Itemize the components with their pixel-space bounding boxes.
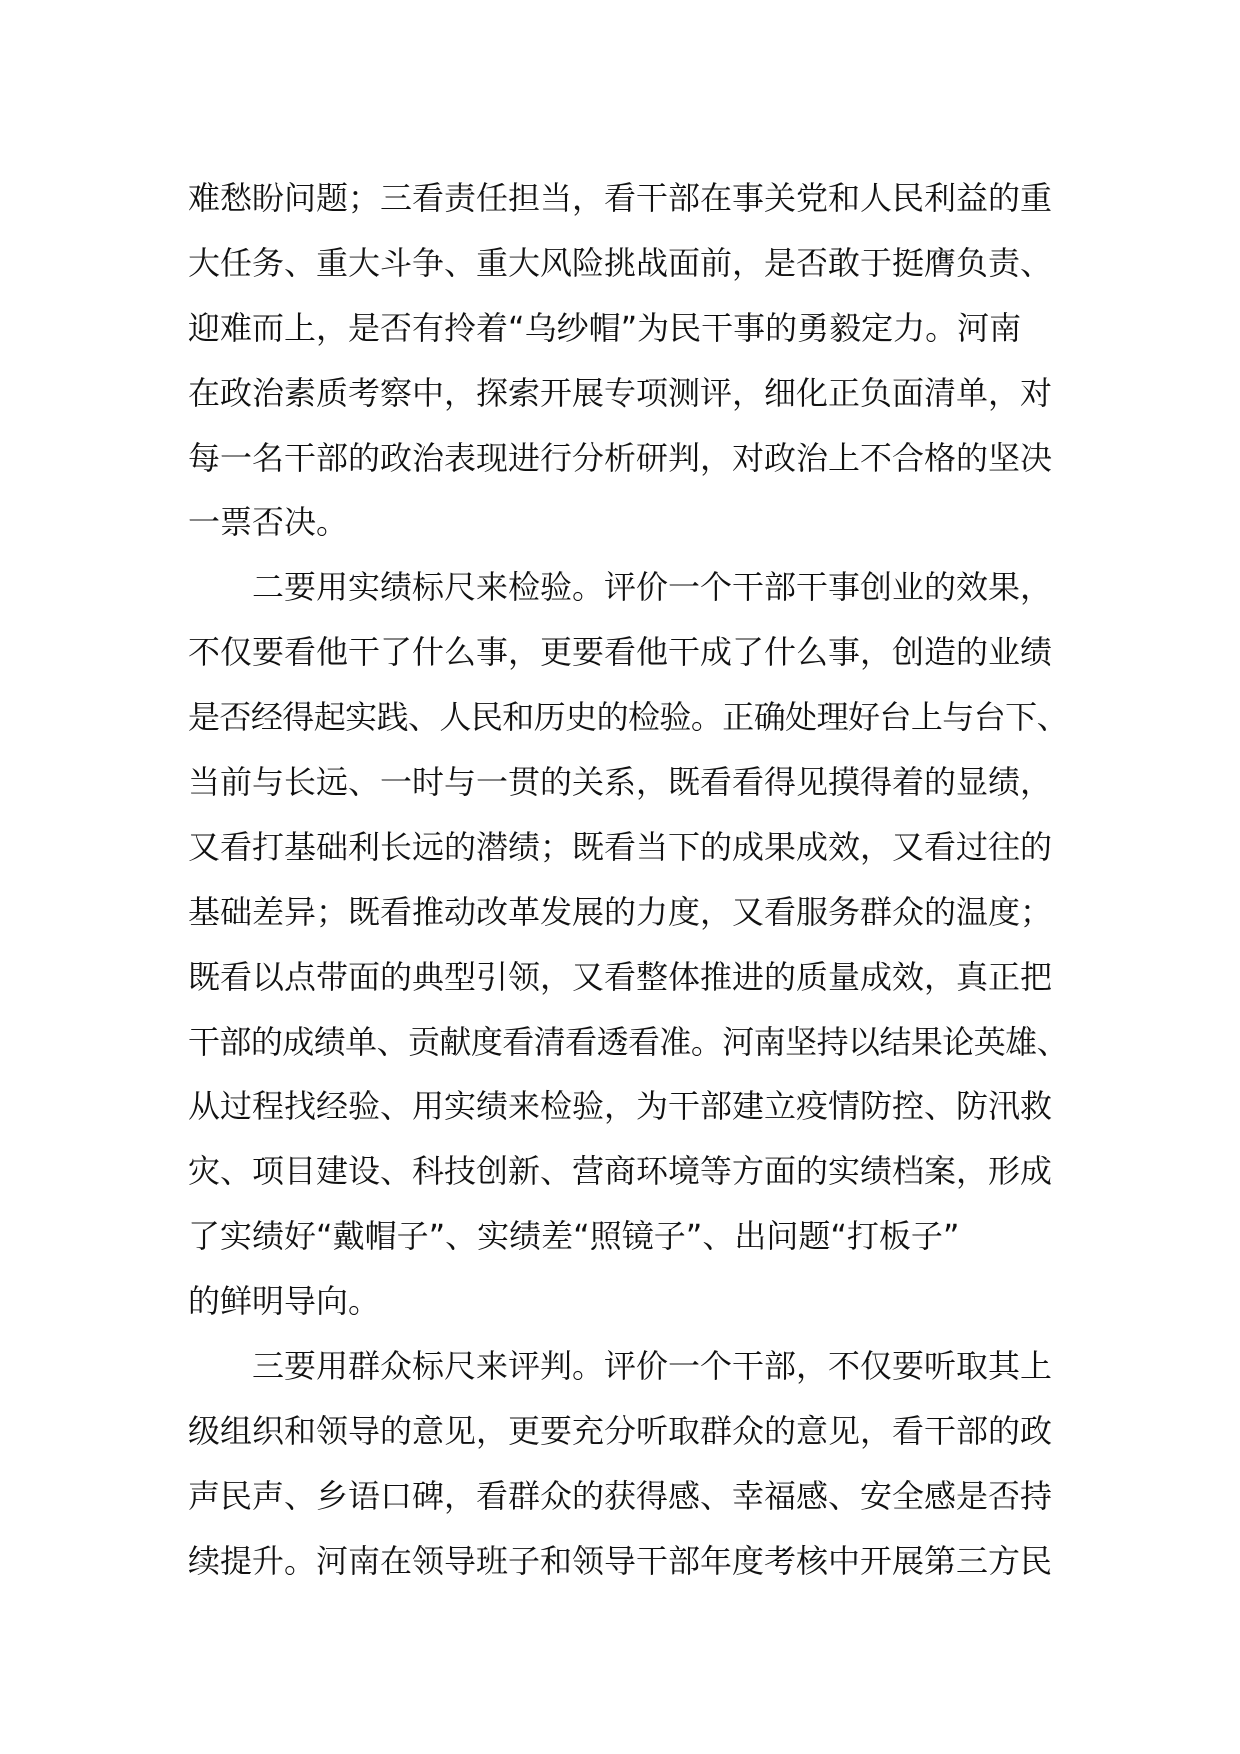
text-line: 迎难而上，是否有拎着“乌纱帽”为民干事的勇毅定力。河南: [188, 308, 1022, 347]
text-line: 难愁盼问题；三看责任担当，看干部在事关党和人民利益的重: [188, 179, 1053, 217]
text-line: 声民声、乡语口碑，看群众的获得感、幸福感、安全感是否持: [188, 1476, 1053, 1515]
text-line: 了实绩好“戴帽子”、实绩差“照镜子”、出问题“打板子”: [188, 1217, 960, 1256]
text-line: 续提升。河南在领导班子和领导干部年度考核中开展第三方民: [188, 1541, 1053, 1580]
text-line: 当前与长远、一时与一贯的关系，既看看得见摸得着的显绩，: [188, 763, 1053, 802]
text-line: 基础差异；既看推动改革发展的力度，又看服务群众的温度；: [188, 892, 1053, 931]
text-line: 干部的成绩单、贡献度看清看透看准。河南坚持以结果论英雄、: [188, 1022, 1069, 1061]
text-line: 大任务、重大斗争、重大风险挑战面前，是否敢于挺膺负责、: [188, 243, 1053, 282]
text-line: 在政治素质考察中，探索开展专项测评，细化正负面清单，对: [188, 373, 1053, 412]
text-line: 每一名干部的政治表现进行分析研判，对政治上不合格的坚决: [188, 438, 1053, 477]
text-line: 一票否决。: [188, 503, 349, 542]
text-line: 是否经得起实践、人民和历史的检验。正确处理好台上与台下、: [188, 698, 1069, 737]
text-line: 既看以点带面的典型引领，又看整体推进的质量成效，真正把: [188, 957, 1053, 996]
body-text: [188, 166, 1068, 1594]
text-line: 又看打基础利长远的潜绩；既看当下的成果成效，又看过往的: [188, 827, 1053, 866]
text-line: 不仅要看他干了什么事，更要看他干成了什么事，创造的业绩: [188, 633, 1053, 672]
text-line: 的鲜明导向。: [188, 1282, 381, 1321]
text-line: 灾、项目建设、科技创新、营商环境等方面的实绩档案，形成: [188, 1152, 1053, 1191]
text-line: 三要用群众标尺来评判。评价一个干部，不仅要听取其上: [252, 1347, 1053, 1386]
text-line: 级组织和领导的意见，更要充分听取群众的意见，看干部的政: [188, 1411, 1053, 1450]
text-line: 从过程找经验、用实绩来检验，为干部建立疫情防控、防汛救: [188, 1087, 1053, 1126]
text-line: 二要用实绩标尺来检验。评价一个干部干事创业的效果，: [252, 568, 1053, 607]
